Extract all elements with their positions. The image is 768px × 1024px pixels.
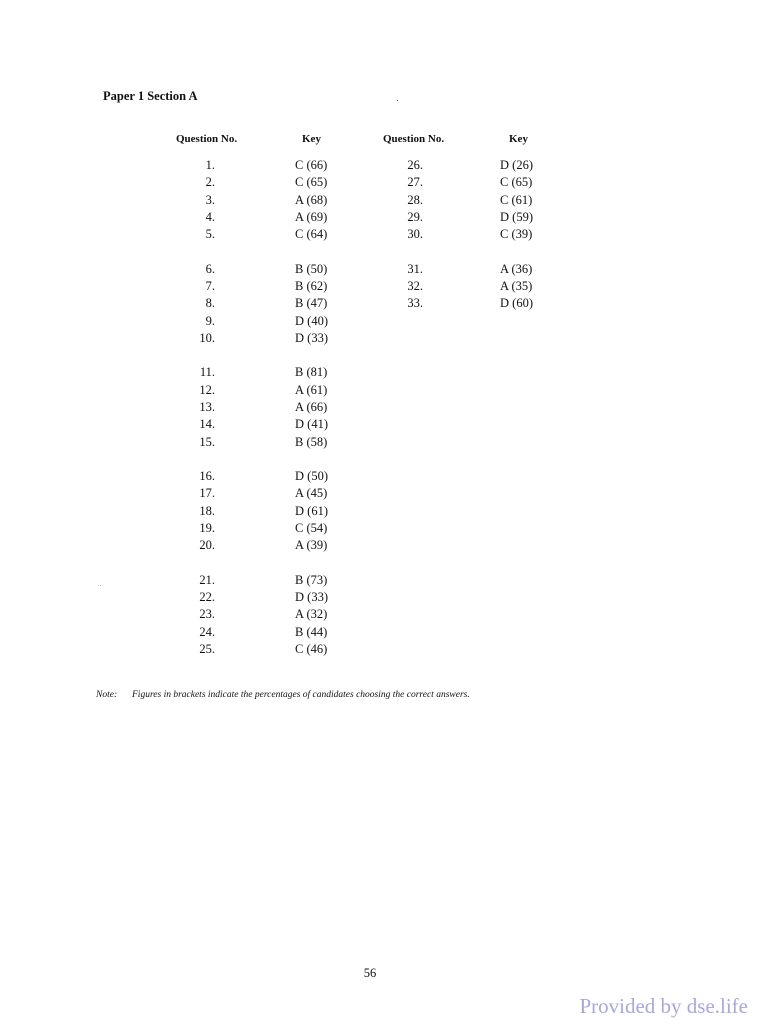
answer-key: A (45): [295, 486, 328, 501]
answer-key: C (39): [500, 227, 533, 242]
question-number: 1.: [205, 158, 215, 172]
answer-key: B (47): [295, 296, 328, 311]
answer-key: C (65): [500, 175, 533, 190]
question-number: 8.: [205, 296, 215, 311]
header-question-no-right: Question No.: [383, 133, 445, 145]
answer-key: D (33): [295, 589, 328, 604]
page-number: 56: [363, 966, 377, 980]
answer-key: A (68): [295, 192, 328, 207]
question-number: 16.: [199, 469, 215, 484]
question-number: 32.: [407, 278, 423, 293]
answer-key-column-right: [500, 157, 560, 313]
question-number: 7.: [205, 278, 215, 293]
question-number: 20.: [199, 538, 215, 553]
answer-key: B (62): [295, 278, 328, 293]
answer-key: C (54): [295, 520, 328, 535]
answer-key: A (36): [500, 261, 533, 276]
answer-key: D (40): [295, 313, 328, 328]
header-question-no-left: Question No.: [176, 133, 238, 145]
watermark: Provided by dse.life: [579, 994, 748, 1018]
question-number: 25.: [199, 641, 215, 656]
answer-key: C (61): [500, 192, 533, 207]
question-number: 17.: [199, 486, 215, 501]
question-number: 3.: [205, 192, 215, 207]
question-number: 14.: [199, 417, 215, 432]
question-number: 18.: [199, 503, 215, 518]
answer-key: A (69): [295, 209, 328, 224]
answer-key: C (64): [295, 227, 328, 242]
question-number: 33.: [407, 296, 423, 311]
answer-key: D (61): [295, 503, 328, 518]
header-key-left: Key: [302, 133, 321, 145]
answer-key: A (35): [500, 278, 533, 293]
answer-key: A (66): [295, 399, 328, 414]
question-number: 9.: [205, 313, 215, 328]
footnote-text: Figures in brackets indicate the percentages of candidates choosing the correct answers.: [132, 690, 470, 700]
answer-key: B (44): [295, 624, 328, 639]
answer-key: A (39): [295, 538, 328, 553]
question-number: 6.: [205, 261, 215, 276]
answer-key: B (81): [295, 365, 328, 380]
answer-key: C (46): [295, 641, 328, 656]
answer-key: C (65): [295, 175, 328, 190]
header-key-right: Key: [509, 133, 528, 145]
scan-speck: [397, 100, 398, 101]
question-number: 19.: [199, 520, 215, 535]
answer-key: C (66): [295, 158, 328, 172]
question-number: 12.: [199, 382, 215, 397]
question-number: 13.: [199, 399, 215, 414]
question-number: 4.: [205, 209, 215, 224]
answer-key: B (58): [295, 434, 328, 449]
question-number: 23.: [199, 607, 215, 622]
answer-key: D (60): [500, 296, 533, 311]
question-number: 27.: [407, 175, 423, 190]
scan-speck: [100, 585, 101, 586]
answer-key: B (73): [295, 572, 328, 587]
answer-key: B (50): [295, 261, 328, 276]
answer-key: D (26): [500, 158, 533, 172]
answer-key: D (59): [500, 209, 533, 224]
question-number-column-left: [180, 157, 215, 658]
question-number: 11.: [199, 365, 215, 380]
footnote-label: Note:: [96, 690, 118, 700]
answer-key: D (33): [295, 330, 328, 345]
answer-key: D (41): [295, 417, 328, 432]
answer-key-column-left: [295, 157, 355, 658]
answer-key: A (61): [295, 382, 328, 397]
answer-key: A (32): [295, 607, 328, 622]
question-number: 31.: [407, 261, 423, 276]
question-number: 26.: [407, 158, 423, 172]
question-number: 24.: [199, 624, 215, 639]
footnote: [96, 690, 470, 700]
section-title: Paper 1 Section A: [103, 89, 198, 103]
answer-key: D (50): [295, 469, 328, 484]
question-number: 2.: [205, 175, 215, 190]
question-number: 30.: [407, 227, 423, 242]
question-number-column-right: [380, 157, 423, 313]
question-number: 21.: [199, 572, 215, 587]
question-number: 10.: [199, 330, 215, 345]
question-number: 22.: [199, 589, 215, 604]
question-number: 15.: [199, 434, 215, 449]
question-number: 29.: [407, 209, 423, 224]
question-number: 5.: [205, 227, 215, 242]
question-number: 28.: [407, 192, 423, 207]
